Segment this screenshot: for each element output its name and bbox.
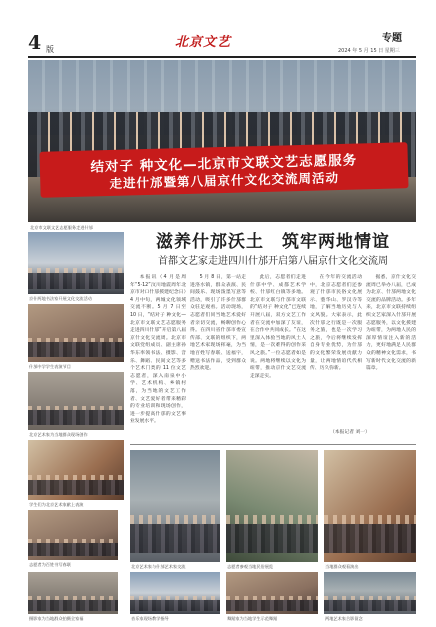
- bottom-photo-5-caption: 摄影家为当地群众拍摄全家福: [29, 616, 84, 621]
- article-column-4: 在今年的交流活动中，北京志愿者们还参观了什邡市民俗文化展示、蓥华山、罗汉寺等地，了解当地历史与人文风貌。大家表示，此次什邡之行既是一次服务之旅，也是一次学习之旅，今后将继续发挥自身专业优势，为什邡的文化繁荣发展贡献力量，让两地情谊代代相传、历久弥新。: [310, 275, 362, 372]
- main-photo-caption: 北京市文联文艺志愿服务走进什邡: [30, 225, 93, 230]
- issue-date: 2024 年 5 月 15 日 星期三: [338, 48, 400, 54]
- article-column-2: 5 月 8 日，第一站走进洛水镇，群众表演、民间鼓乐、现场泼墨写意等活动，吸引了许多什邡群众驻足观看。活动现场，志愿者们同当地艺术爱好者亲切交流，畅聊创作心得。在四川省什邡市委宣传部、文联的组织下，两地艺术家现场挥毫，为当地百姓写春联、送福字，赠送书法作品，受到群众热烈欢迎。: [190, 275, 246, 372]
- bottom-photo-5: [28, 572, 118, 614]
- bottom-photo-7-caption: 舞蹈家为当地学生示范舞蹈: [227, 616, 278, 621]
- bottom-photo-2: [130, 450, 220, 562]
- left-photo-1: [28, 232, 124, 294]
- photo-divider: [130, 444, 416, 445]
- banner-line-2: 走进什邡暨第八届京什文化交流周活动: [109, 169, 340, 191]
- header-rule: [28, 56, 416, 58]
- left-photo-3-caption: 北京艺术家为当地群众现场创作: [29, 432, 88, 437]
- section-title: 专题: [382, 33, 402, 44]
- bottom-photo-3-caption: 志愿者参观当地民俗展览: [227, 564, 274, 569]
- bottom-photo-6: [130, 572, 220, 614]
- main-group-photo: [28, 60, 416, 222]
- left-photo-4-caption: 学生们为北京艺术家献上表演: [29, 502, 84, 507]
- article-column-1: 本报讯（4 月是周年“5·12”汶川地震周年北京市对口什邡援建纪念日）4 月中旬，两城文化领域交流不断。5 月 7 日至 10 日，“结对子 种文化—北京市文联文艺志愿服务走进四川什邡”开启第八届京什文化交流周。北京市文联党组成员、副主席孙华东率领书法、摄影、音乐、舞蹈、民间文艺等多个艺术门类的 11 位文艺志愿者，深入南泉中小学、艺术机构、乡镇村落，为当地的文艺工作者、文艺爱好者带来精彩的专业培训和现场创作，进一步提高什邡的文艺事业发展水平。: [130, 275, 186, 425]
- article-subhead: 首都文艺家走进四川什邡开启第八届京什文化交流周: [158, 256, 388, 267]
- left-photo-1-caption: 京什两地书法家开展文化交流活动: [29, 296, 92, 301]
- page-suffix: 版: [46, 45, 54, 54]
- bottom-photo-8: [324, 572, 416, 614]
- bottom-photo-6-caption: 音乐家现场教学指导: [131, 616, 169, 621]
- article-headline: 滋养什邡沃土 筑牢两地情谊: [156, 232, 390, 252]
- page-header: [0, 0, 436, 60]
- bottom-photo-1-caption: 志愿者为百姓书写春联: [29, 562, 71, 567]
- left-photo-4: [28, 440, 124, 500]
- page-number: 4: [28, 32, 42, 54]
- left-photo-2-caption: 什邡中学学生表演节目: [29, 364, 71, 369]
- bottom-photo-3: [226, 450, 318, 562]
- article-column-3: 此后，志愿者们走进什邡中学、成都艺术学校、什邡红白镇等多地。北京市文联与什邡市文联的“结对子 种文化”已连续开展八届，双方文艺工作者在交流中加深了友谊，在合作中共同成长。“在这里深入体验当地的风土人情，是一次难得的创作采风之旅。”一位志愿者如是说。两地将继续以文化为纽带，推动京什文艺交流走深走实。: [250, 275, 306, 379]
- red-banner: [39, 142, 408, 198]
- bottom-photo-1: [28, 510, 118, 560]
- banner-line-1: 结对子 种文化—北京市文联文艺志愿服务: [90, 152, 358, 176]
- bottom-photo-8-caption: 两地艺术家合影留念: [325, 616, 363, 621]
- masthead-logo: 北京文艺: [175, 35, 232, 50]
- bottom-photo-2-caption: 北京艺术家与什邡艺术家交流: [131, 564, 186, 569]
- left-photo-2: [28, 304, 124, 362]
- bottom-photo-4-caption: 当地群众观看演出: [325, 564, 359, 569]
- left-photo-3: [28, 372, 124, 430]
- article-column-5: 据悉，京什文化交流周已举办八届，已成为北京、什邡两地文化交流的品牌活动。多年来，北京市文联持续组织文艺家深入什邡开展志愿服务，以文化援建为纽带，为两地人民的深厚情谊注入新的活力，更好地满足人民群众的精神文化需求，书写新时代文化交流的新篇章。: [366, 275, 416, 372]
- article-signature: （本报记者 刘一）: [330, 430, 370, 435]
- bottom-photo-7: [226, 572, 318, 614]
- bottom-photo-4: [324, 450, 416, 562]
